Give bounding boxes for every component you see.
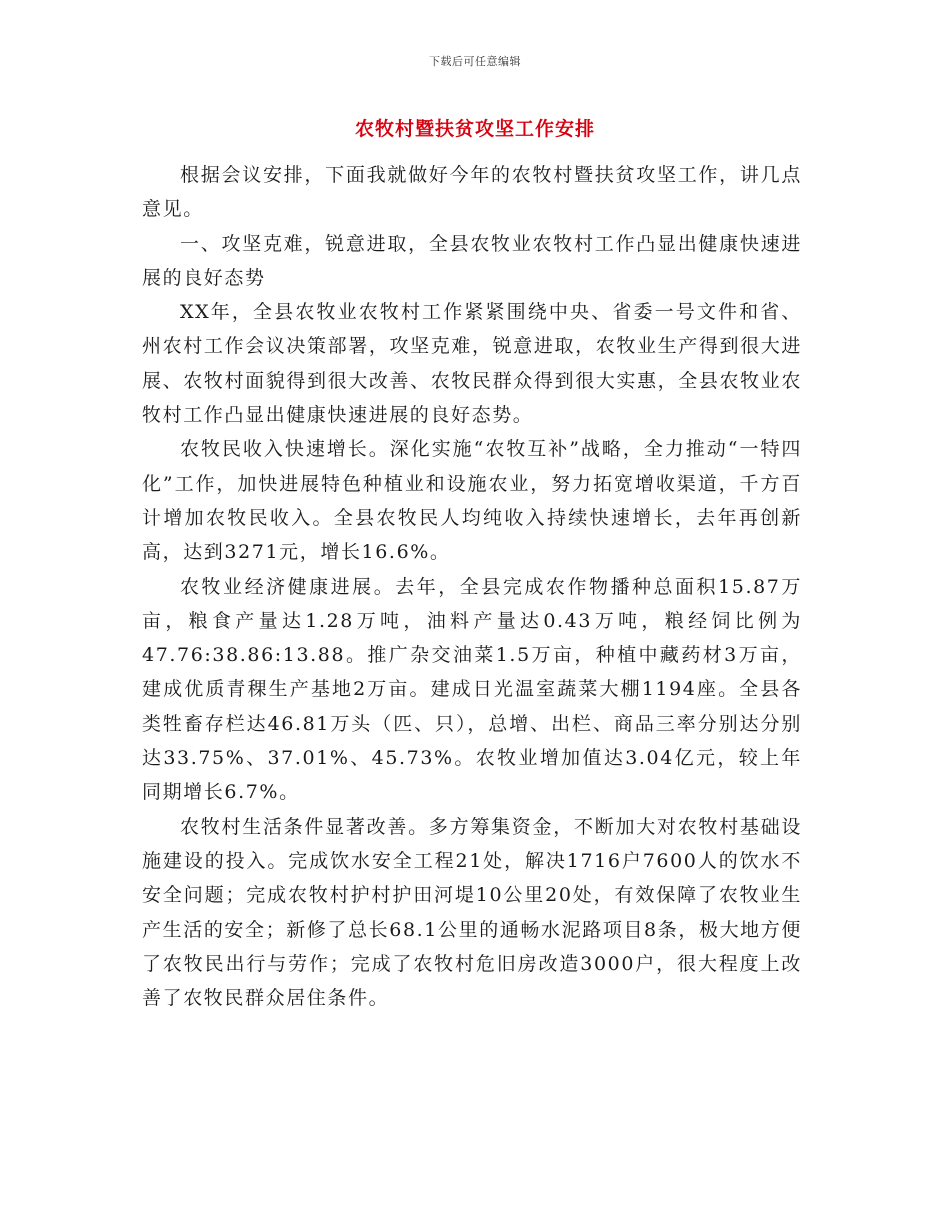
paragraph-overview: XX年，全县农牧业农牧村工作紧紧围绕中央、省委一号文件和省、州农村工作会议决策部署，攻坚克难，锐意进取，农牧业生产得到很大进展、农牧村面貌得到很大改善、农牧民群众得到很大实惠，全县农牧业农牧村工作凸显出健康快速进展的良好态势。 — [142, 301, 802, 427]
paragraph-section-heading: 一、攻坚克难，锐意进取，全县农牧业农牧村工作凸显出健康快速进展的良好态势 — [142, 232, 802, 289]
paragraph-economy: 农牧业经济健康进展。去年，全县完成农作物播种总面积15.87万亩，粮食产量达1.28万吨，油料产量达0.43万吨，粮经饲比例为47.76:38.86:13.88。推广杂交油菜1.5万亩，种植中藏药材3万亩，建成优质青稞生产基地2万亩。建成日光温室蔬菜大棚1194座。全县各类牲畜存栏达46.81万头（匹、只），总增、出栏、商品三率分别达分别达33.75%、37.01%、45.73%。农牧业增加值达3.04亿元，较上年同期增长6.7%。 — [142, 575, 802, 804]
document-title: 农牧村暨扶贫攻坚工作安排 — [354, 118, 595, 140]
document-body — [142, 158, 802, 1015]
header-note: 下载后可任意编辑 — [429, 55, 521, 68]
paragraph-income: 农牧民收入快速增长。深化实施“农牧互补”战略，全力推动“一特四化”工作，加快进展特色种植业和设施农业，努力拓宽增收渠道，千方百计增加农牧民收入。全县农牧民人均纯收入持续快速增长，去年再创新高，达到3271元，增长16.6%。 — [142, 438, 802, 564]
paragraph-living-conditions: 农牧村生活条件显著改善。多方筹集资金，不断加大对农牧村基础设施建设的投入。完成饮水安全工程21处，解决1716户7600人的饮水不安全问题；完成农牧村护村护田河堤10公里20处，有效保障了农牧业生产生活的安全；新修了总长68.1公里的通畅水泥路项目8条，极大地方便了农牧民出行与劳作；完成了农牧村危旧房改造3000户，很大程度上改善了农牧民群众居住条件。 — [142, 815, 802, 1010]
paragraph-intro: 根据会议安排，下面我就做好今年的农牧村暨扶贫攻坚工作，讲几点意见。 — [142, 164, 802, 221]
